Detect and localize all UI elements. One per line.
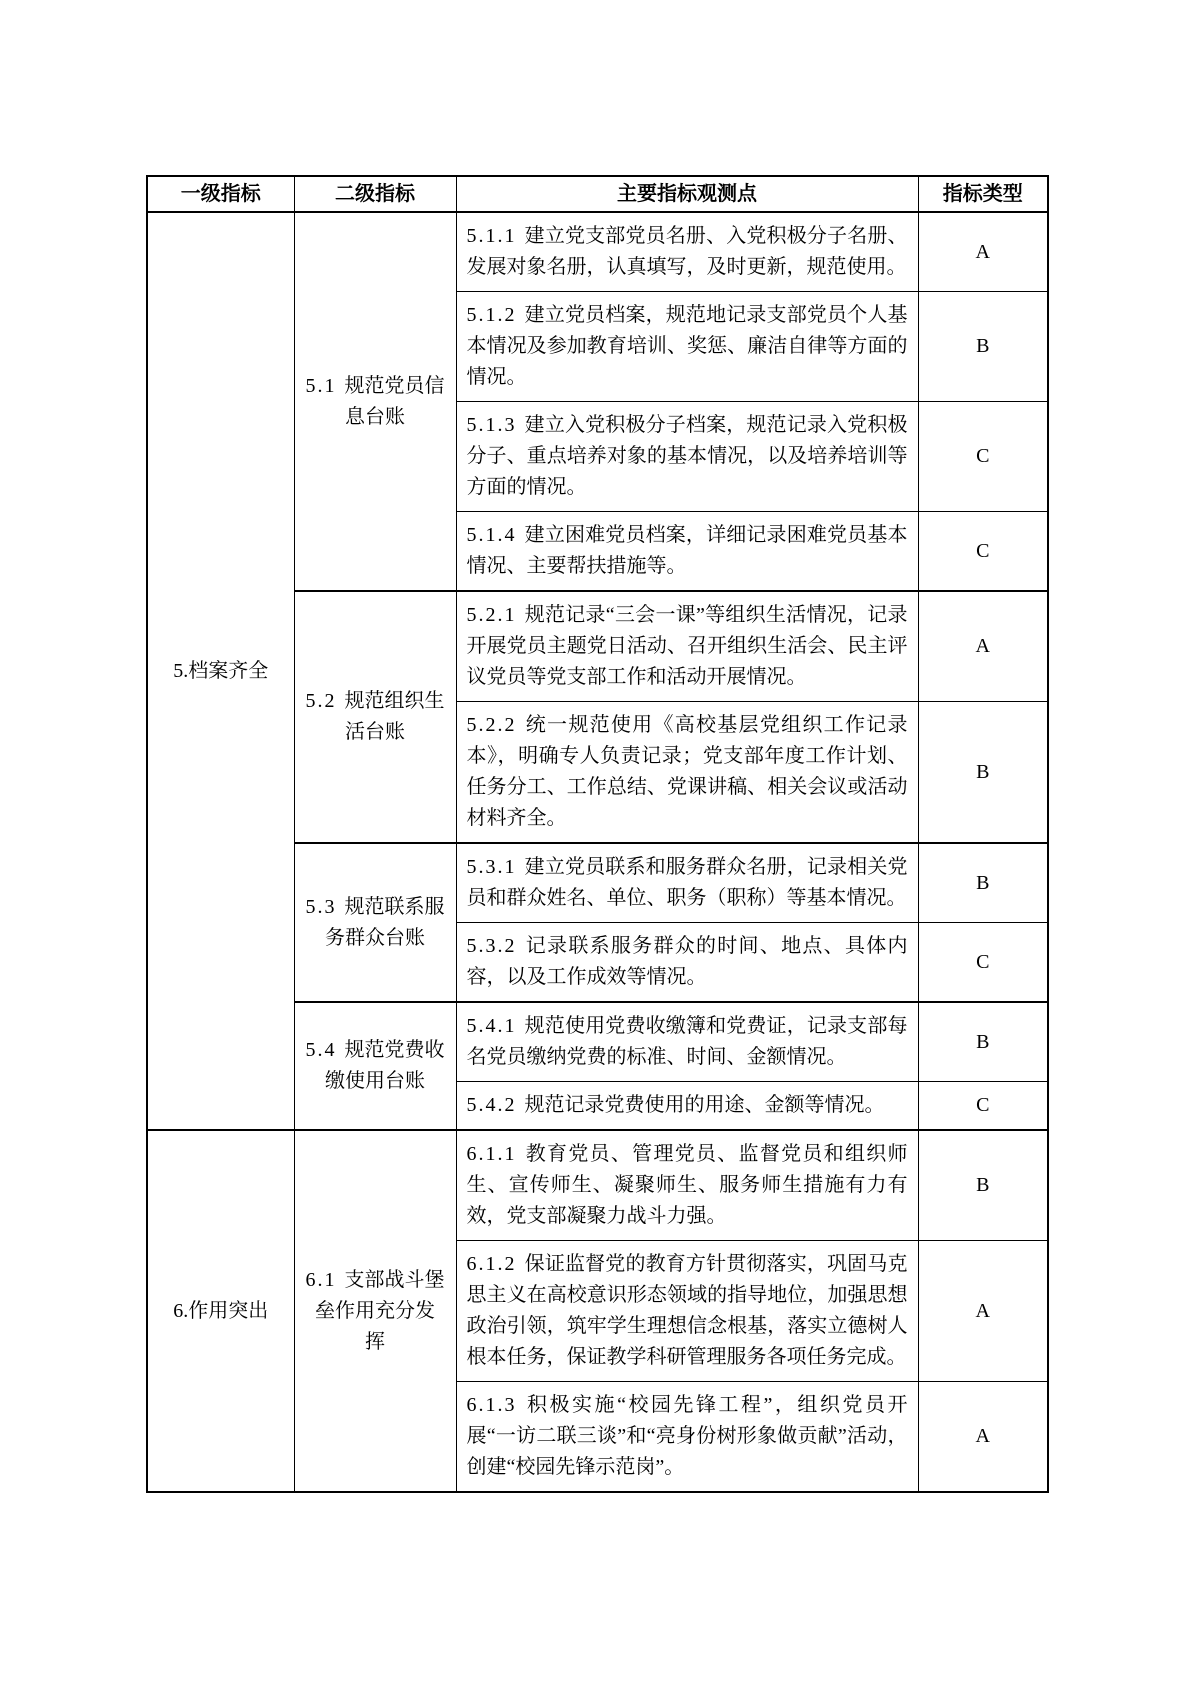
table-row [147,212,1048,292]
observation-cell [456,402,918,512]
level2-cell [294,591,456,843]
observation-code: 6.1.2 [466,1253,517,1275]
section-label: 规范联系服务群众台账 [325,895,445,949]
observation-cell [456,212,918,292]
observation-text: 建立党员联系和服务群众名册，记录相关党员和群众姓名、单位、职务（职称）等基本情况。 [466,856,908,909]
observation-cell [456,1002,918,1082]
section-code: 5.3 [305,895,337,918]
observation-code: 5.4.2 [466,1094,517,1116]
column-header-level2: 二级指标 [294,176,456,212]
observation-code: 6.1.3 [466,1394,517,1416]
observation-text: 建立党员档案，规范地记录支部党员个人基本情况及参加教育培训、奖惩、廉洁自律等方面的情况。 [466,304,908,388]
type-cell: A [918,591,1048,702]
indicator-table [146,175,1049,1493]
section-code: 5.4 [305,1039,337,1061]
type-cell: C [918,923,1048,1003]
observation-code: 5.1.1 [466,225,517,247]
section-label: 规范党费收缴使用台账 [325,1039,445,1092]
observation-text: 建立入党积极分子档案，规范记录入党积极分子、重点培养对象的基本情况，以及培养培训等方面的情况。 [466,414,908,498]
observation-cell [456,1082,918,1131]
observation-cell [456,923,918,1003]
observation-cell [456,591,918,702]
level2-cell [294,212,456,591]
observation-text: 规范使用党费收缴簿和党费证，记录支部每名党员缴纳党费的标准、时间、金额情况。 [466,1015,908,1068]
section-code: 6.1 [305,1268,337,1291]
level2-cell [294,1130,456,1492]
observation-code: 5.2.1 [466,604,517,626]
observation-cell [456,1382,918,1493]
type-cell: A [918,212,1048,292]
type-cell: C [918,512,1048,592]
observation-code: 5.1.4 [466,524,517,546]
type-cell: C [918,1082,1048,1131]
level2-cell [294,1002,456,1130]
section-label: 支部战斗堡垒作用充分发挥 [315,1268,445,1353]
observation-code: 5.2.2 [466,714,517,736]
observation-cell [456,512,918,592]
observation-text: 规范记录“三会一课”等组织生活情况，记录开展党员主题党日活动、召开组织生活会、民主评议党员等党支部工作和活动开展情况。 [466,604,908,688]
observation-code: 5.1.3 [466,414,517,436]
observation-text: 规范记录党费使用的用途、金额等情况。 [524,1094,885,1116]
level2-cell [294,843,456,1002]
header-row [147,176,1048,212]
observation-text: 保证监督党的教育方针贯彻落实，巩固马克思主义在高校意识形态领域的指导地位，加强思想政治引领，筑牢学生理想信念根基，落实立德树人根本任务，保证教学科研管理服务各项任务完成。 [466,1253,908,1368]
table-header [147,176,1048,212]
observation-code: 5.3.1 [466,856,517,878]
observation-text: 建立党支部党员名册、入党积极分子名册、发展对象名册，认真填写，及时更新，规范使用。 [466,225,908,278]
column-header-level1: 一级指标 [147,176,294,212]
section-code: 5.1 [305,374,337,397]
observation-cell [456,1241,918,1382]
type-cell: B [918,843,1048,923]
type-cell: A [918,1382,1048,1493]
type-cell: B [918,702,1048,844]
observation-text: 教育党员、管理党员、监督党员和组织师生、宣传师生、凝聚师生、服务师生措施有力有效，党支部凝聚力战斗力强。 [466,1143,908,1227]
observation-code: 5.4.1 [466,1015,517,1037]
observation-code: 6.1.1 [466,1143,517,1165]
column-header-observation: 主要指标观测点 [456,176,918,212]
observation-text: 统一规范使用《高校基层党组织工作记录本》，明确专人负责记录；党支部年度工作计划、任务分工、工作总结、党课讲稿、相关会议或活动材料齐全。 [466,714,908,829]
observation-cell [456,1130,918,1241]
type-cell: C [918,402,1048,512]
observation-code: 5.3.2 [466,935,517,957]
table-row [147,1130,1048,1241]
observation-text: 积极实施“校园先锋工程”，组织党员开展“一访二联三谈”和“亮身份树形象做贡献”活动，创建“校园先锋示范岗”。 [466,1394,908,1478]
type-cell: A [918,1241,1048,1382]
level1-cell: 6.作用突出 [147,1130,294,1492]
section-label: 规范组织生活台账 [344,690,445,743]
type-cell: B [918,1130,1048,1241]
observation-cell [456,292,918,402]
section-label: 规范党员信息台账 [344,374,445,428]
level1-cell: 5.档案齐全 [147,212,294,1130]
type-cell: B [918,292,1048,402]
observation-cell [456,843,918,923]
observation-code: 5.1.2 [466,304,517,326]
column-header-type: 指标类型 [918,176,1048,212]
observation-text: 建立困难党员档案，详细记录困难党员基本情况、主要帮扶措施等。 [466,524,908,577]
table-body [147,212,1048,1492]
observation-cell [456,702,918,844]
observation-text: 记录联系服务群众的时间、地点、具体内容，以及工作成效等情况。 [466,935,908,988]
type-cell: B [918,1002,1048,1082]
section-code: 5.2 [305,690,337,712]
